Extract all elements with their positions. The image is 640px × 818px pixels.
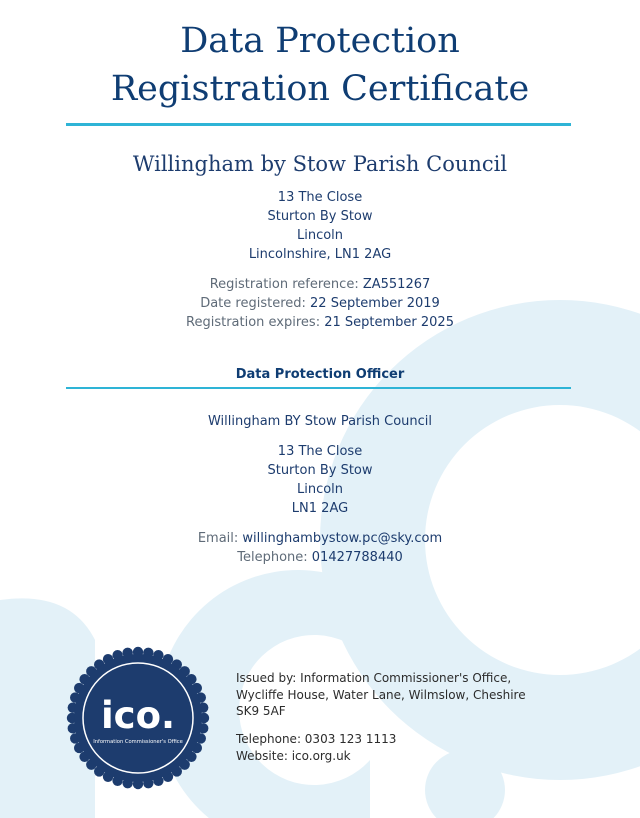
dpo-telephone-label: Telephone: [237,550,308,565]
certificate-title-line1: Data Protection [180,21,460,61]
ico-logo-text: ico. [100,694,176,737]
dpo-email-value[interactable]: willinghambystow.pc@sky.com [242,531,443,546]
issuer-line: Issued by: Information Commissioner's Office, [236,671,512,685]
organisation-address-line: 13 The Close [277,190,363,205]
dpo-telephone-value: 01427788440 [311,550,403,565]
registration-reference [0,276,640,294]
issuer-telephone: Telephone: 0303 123 1113 [236,732,397,746]
dpo-divider [66,387,571,389]
ico-logo-subtitle: Information Commissioner's Office [93,739,183,745]
certificate-title-line2: Registration Certificate [110,69,530,109]
dpo-heading: Data Protection Officer [235,367,405,382]
registration-reference-label: Registration reference: [209,277,359,292]
date-registered [0,295,640,313]
organisation-address-line: Sturton By Stow [267,209,373,224]
registration-expires [0,314,640,332]
registration-expires-value: 21 September 2025 [324,315,454,330]
organisation-address-line: Lincoln [296,228,344,243]
organisation-address-line: Lincolnshire, LN1 2AG [248,247,392,262]
registration-reference-value: ZA551267 [362,277,431,292]
issuer-line: SK9 5AF [236,704,286,718]
dpo-address-line: Lincoln [296,482,344,497]
dpo-address-line: 13 The Close [277,444,363,459]
organisation-name: Willingham by Stow Parish Council [132,152,508,176]
title-divider [66,123,571,126]
issuer-line: Wycliffe House, Water Lane, Wilmslow, Cheshire [236,688,526,702]
dpo-email [0,530,640,548]
dpo-name: Willingham BY Stow Parish Council [207,414,433,429]
issuer-website[interactable]: Website: ico.org.uk [236,749,351,763]
dpo-telephone [0,549,640,567]
dpo-address-line: Sturton By Stow [267,463,373,478]
dpo-email-label: Email: [197,531,239,546]
registration-expires-label: Registration expires: [186,315,321,330]
dpo-address-line: LN1 2AG [291,501,349,516]
ico-seal-logo [66,646,210,790]
date-registered-value: 22 September 2019 [310,296,440,311]
date-registered-label: Date registered: [200,296,306,311]
